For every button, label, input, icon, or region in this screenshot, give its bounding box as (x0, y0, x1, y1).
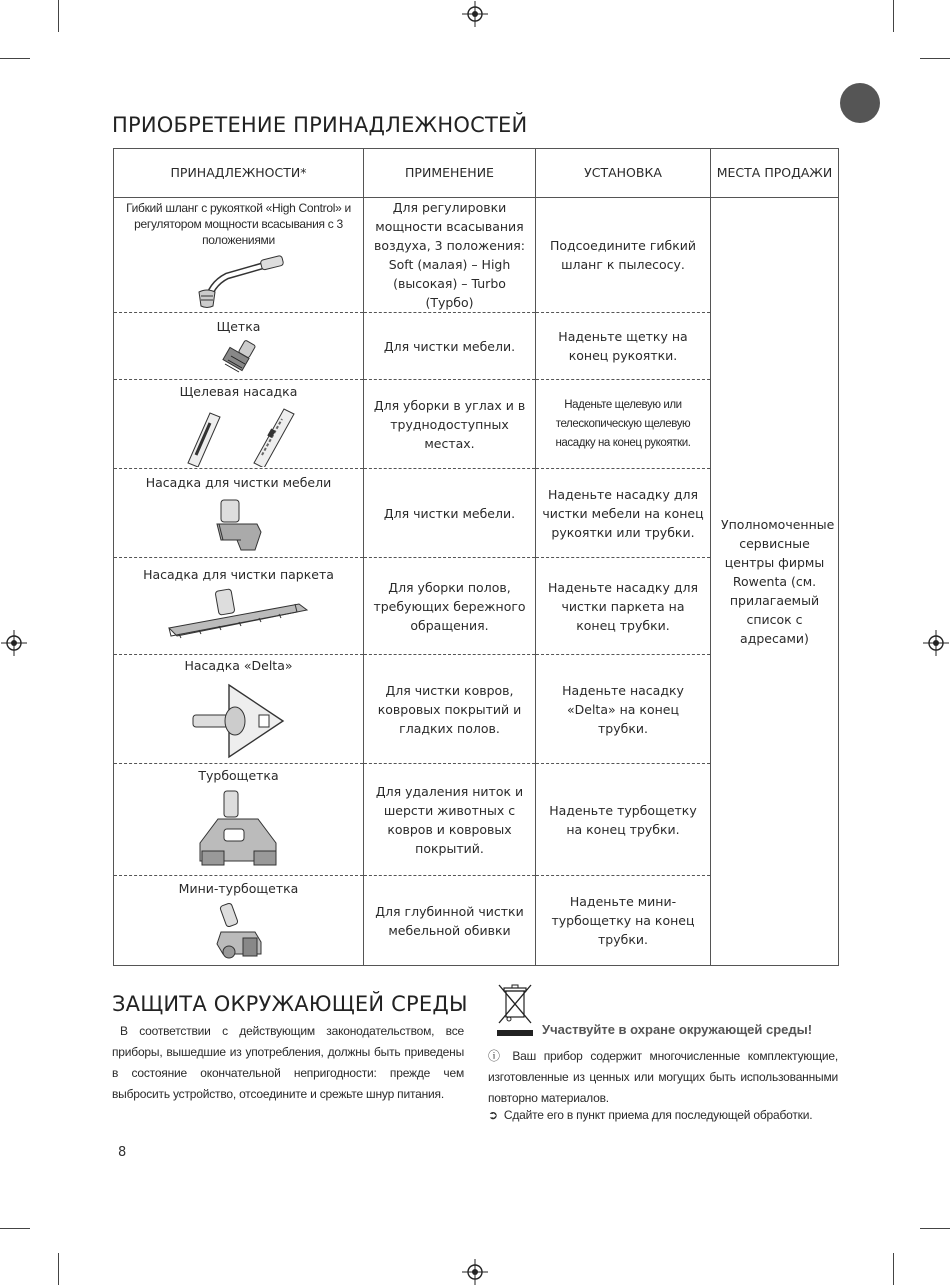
environment-info (488, 1046, 838, 1109)
use-cell: Для глубинной чистки мебельной обивки (364, 876, 536, 966)
environment-notice: Участвуйте в охране окружающей среды! (542, 1022, 813, 1037)
accessory-name: Гибкий шланг с рукояткой «High Control» и регулятором мощности всасывания с 3 положениями (126, 201, 351, 247)
use-cell: Для уборки полов, требующих бережного обращения. (364, 558, 536, 655)
environment-action-text: Сдайте его в пункт приема для последующей обработки. (503, 1108, 813, 1122)
crop-mark (58, 0, 59, 32)
crop-mark (893, 1253, 894, 1285)
registration-mark-icon (462, 1259, 488, 1285)
column-header: ПРИМЕНЕНИЕ (364, 149, 536, 198)
column-header: МЕСТА ПРОДАЖИ (711, 149, 839, 198)
use-cell: Для чистки мебели. (364, 313, 536, 380)
install-cell: Наденьте насадку для чистки паркета на конец трубки. (536, 558, 711, 655)
install-cell: Наденьте щелевую или телескопическую щелевую насадку на конец рукоятки. (536, 380, 711, 469)
column-header: УСТАНОВКА (536, 149, 711, 198)
install-cell: Подсоедините гибкий шланг к пылесосу. (536, 198, 711, 313)
crop-mark (58, 1253, 59, 1285)
crop-mark (920, 58, 950, 59)
crossed-bin-icon (497, 983, 533, 1025)
accessory-cell (114, 380, 364, 469)
mini-turbo-brush-icon (209, 902, 269, 962)
accessory-cell (114, 876, 364, 966)
section-title: ЗАЩИТА ОКРУЖАЮЩЕЙ СРЕДЫ (112, 992, 468, 1016)
arrow-icon: ➲ (488, 1108, 498, 1122)
page-title: ПРИОБРЕТЕНИЕ ПРИНАДЛЕЖНОСТЕЙ (112, 113, 528, 137)
turbo-brush-icon (194, 789, 284, 873)
accessories-table (113, 148, 839, 966)
upholstery-nozzle-icon (209, 496, 269, 554)
accessory-name: Щетка (216, 318, 261, 334)
install-cell: Наденьте мини-турбощетку на конец трубки. (536, 876, 711, 966)
accessory-name: Насадка «Delta» (184, 657, 293, 673)
use-cell: Для чистки мебели. (364, 469, 536, 558)
crevice-tool-icon (174, 405, 304, 467)
use-cell: Для регулировки мощности всасывания воздуха, 3 положения: Soft (малая) – High (высокая) – Turbo (Турбо) (364, 198, 536, 313)
install-cell: Наденьте насадку «Delta» на конец трубки. (536, 655, 711, 764)
crop-mark (0, 1228, 30, 1229)
crop-mark (0, 58, 30, 59)
crop-mark (920, 1228, 950, 1229)
registration-mark-icon (1, 630, 27, 656)
accessory-name: Насадка для чистки мебели (145, 474, 332, 490)
accessory-cell (114, 198, 364, 313)
install-cell: Наденьте щетку на конец рукоятки. (536, 313, 711, 380)
accessory-cell (114, 764, 364, 876)
accessory-cell (114, 313, 364, 380)
accessory-cell (114, 655, 364, 764)
install-cell: Наденьте насадку для чистки мебели на конец рукоятки или трубки. (536, 469, 711, 558)
accessory-name: Турбощетка (198, 768, 279, 783)
environment-body: В соответствии с действующим законодательством, все приборы, вышедшие из употребления, должны быть приведены в состояние окончательной непригодности: прежде чем выбросить устройство, отсоедините и срежьте шнур питания. (112, 1024, 464, 1101)
accessory-cell (114, 558, 364, 655)
sales-location-cell: Уполномоченные сервисные центры фирмы Rowenta (см. прилагаемый список с адресами) (711, 198, 839, 966)
crop-mark (893, 0, 894, 32)
column-header: ПРИНАДЛЕЖНОСТИ* (114, 149, 364, 198)
brush-icon (219, 340, 259, 376)
hose-handle-icon (179, 252, 299, 310)
table-row (114, 198, 839, 313)
registration-mark-icon (923, 630, 949, 656)
environment-info-text: Ваш прибор содержит многочисленные комплектующие, изготовленные из ценных или могущих быть использованными повторно материалов. (488, 1049, 838, 1105)
page-number: 8 (118, 1145, 127, 1160)
parquet-nozzle-icon (159, 588, 319, 648)
section-tab-marker (840, 83, 880, 123)
use-cell: Для удаления ниток и шерсти животных с ковров и ковровых покрытий. (364, 764, 536, 876)
install-cell: Наденьте турбощетку на конец трубки. (536, 764, 711, 876)
info-icon: ⓘ (488, 1049, 505, 1063)
bin-underline-bar (497, 1030, 533, 1036)
accessory-cell (114, 469, 364, 558)
accessory-name: Насадка для чистки паркета (143, 566, 334, 582)
delta-nozzle-icon (189, 679, 289, 763)
registration-mark-icon (462, 1, 488, 27)
table-header-row (114, 149, 839, 198)
use-cell: Для чистки ковров, ковровых покрытий и гладких полов. (364, 655, 536, 764)
use-cell: Для уборки в углах и в труднодоступных местах. (364, 380, 536, 469)
environment-action (488, 1105, 838, 1126)
accessory-name: Щелевая насадка (179, 383, 298, 399)
accessory-name: Мини-турбощетка (178, 881, 299, 896)
